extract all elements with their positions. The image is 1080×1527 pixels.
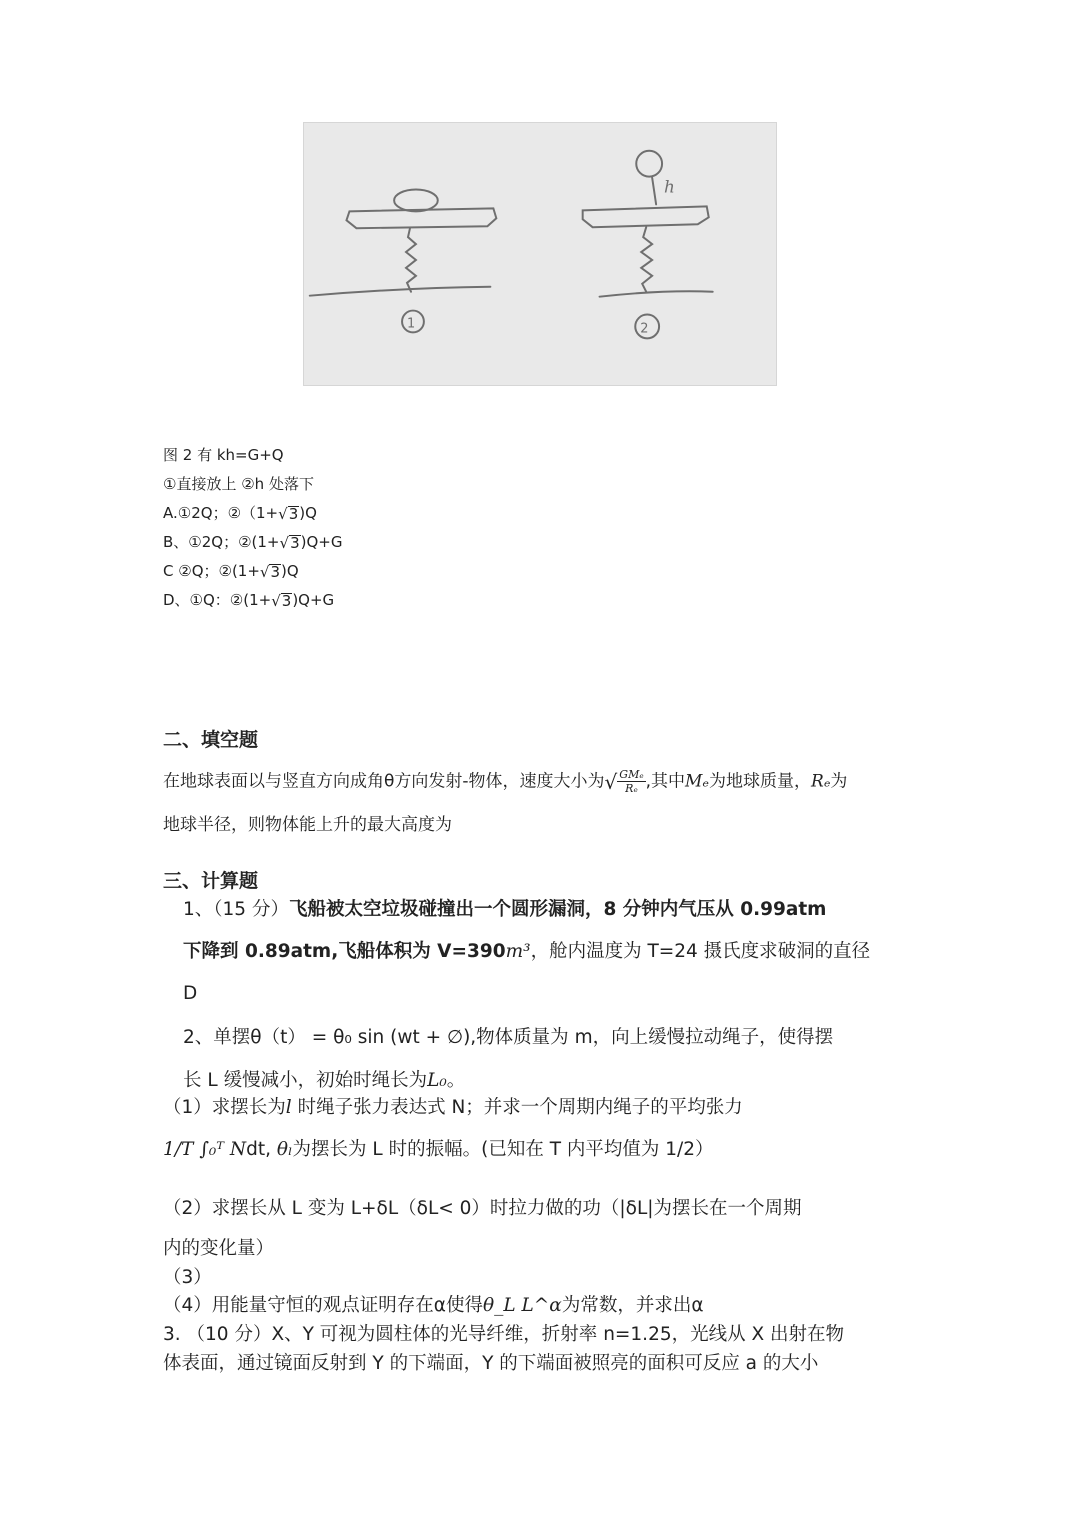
q2-part-1-line-1: （1）求摆长为l 时绳子张力表达式 N；并求一个周期内绳子的平均张力: [163, 1097, 743, 1118]
q2-part-1-line-2: 1/T ∫₀ᵀ Ndt, θₗ为摆长为 L 时的振幅。(已知在 T 内平均值为 1/2）: [163, 1139, 714, 1160]
spring-diagram: [304, 123, 776, 385]
option-d: D、①Q：②(1+√3)Q+G: [163, 591, 335, 610]
figure-2: [583, 151, 713, 339]
option-c: C ②Q；②(1+√3)Q: [163, 562, 299, 581]
spring-diagram-photo: [303, 122, 777, 386]
q3-line-1: 3. （10 分）X、Y 可视为圆柱体的光导纤维，折射率 n=1.25，光线从 X 出射在物: [163, 1324, 845, 1345]
option-a: A.①2Q；②（1+√3)Q: [163, 504, 317, 523]
label-2: 2: [640, 321, 649, 337]
q2-line-2: 长 L 缓慢减小，初始时绳长为L₀。: [183, 1070, 466, 1091]
section-2-line-2: 地球半径，则物体能上升的最大高度为: [163, 815, 452, 835]
cases-line: ①直接放上 ②h 处落下: [163, 475, 314, 493]
q2-part-3: （3）: [163, 1267, 212, 1288]
figure-caption: 图 2 有 kh=G+Q: [163, 446, 284, 464]
label-1: 1: [407, 316, 416, 332]
option-b: B、①2Q；②(1+√3)Q+G: [163, 533, 343, 552]
label-h: h: [664, 176, 675, 197]
q1-line-1: 1、（15 分）飞船被太空垃圾碰撞出一个圆形漏洞，8 分钟内气压从 0.99atm: [183, 899, 827, 920]
q1-line-2: 下降到 0.89atm,飞船体积为 V=390m³，舱内温度为 T=24 摄氏度求破洞的直径: [183, 941, 871, 962]
q3-line-2: 体表面，通过镜面反射到 Y 的下端面，Y 的下端面被照亮的面积可反应 a 的大小: [163, 1353, 819, 1374]
section-3-title: 三、计算题: [163, 870, 259, 892]
section-2-line-1: 在地球表面以与竖直方向成角θ方向发射-物体，速度大小为√ $\frac{\text{GMₑ}}{\text{Rₑ}}$ ,其中Mₑ为地球质量，Rₑ为: [163, 768, 848, 795]
q2-line-1: 2、单摆θ（t） = θ₀ sin (wt + ∅),物体质量为 m，向上缓慢拉动绳子，使得摆: [183, 1027, 834, 1048]
figure-1: [310, 189, 497, 332]
section-2-title: 二、填空题: [163, 729, 259, 751]
q2-part-4: （4）用能量守恒的观点证明存在α使得θ_L L^α为常数，并求出α: [163, 1295, 704, 1316]
q2-part-2-line-1: （2）求摆长从 L 变为 L+δL（δL< 0）时拉力做的功（|δL|为摆长在一个周期: [163, 1198, 802, 1219]
speed-fraction: $\frac{\text{GMₑ}}{\text{Rₑ}}$: [619, 768, 644, 795]
q1-line-3: D: [183, 983, 198, 1004]
q2-part-2-line-2: 内的变化量）: [163, 1238, 275, 1259]
